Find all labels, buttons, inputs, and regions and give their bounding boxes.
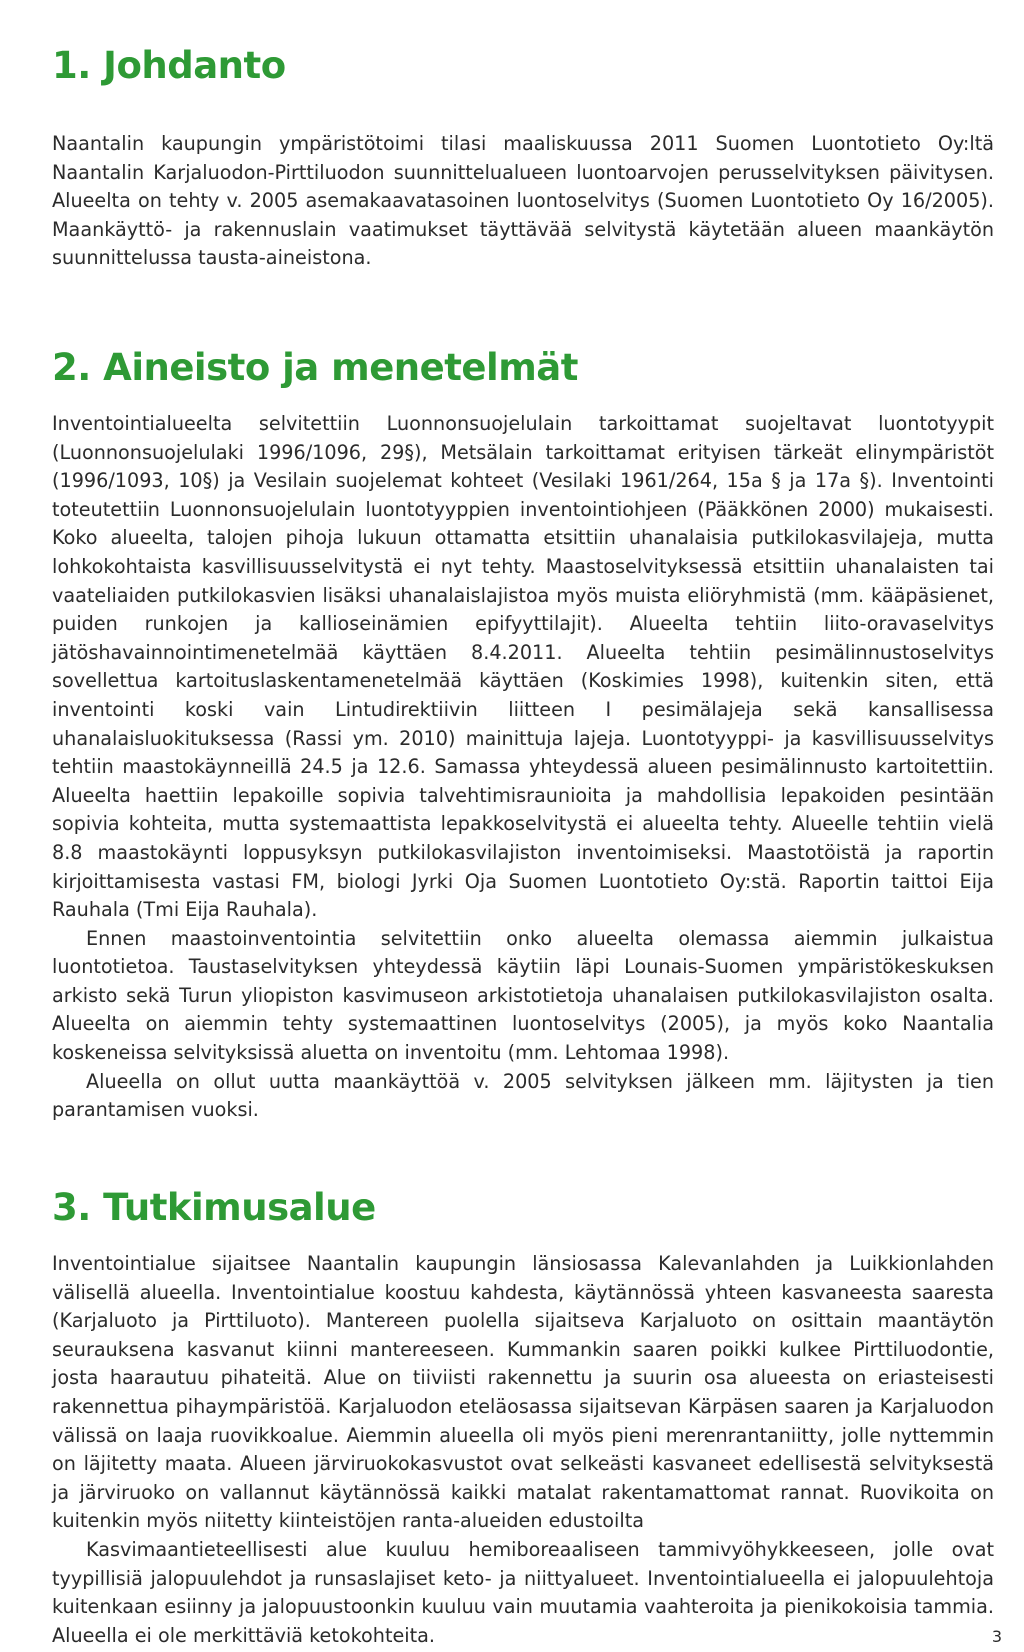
section-aineisto-ja-menetelmat xyxy=(52,346,994,1125)
section-tutkimusalue xyxy=(52,1186,994,1650)
section-heading: 3. Tutkimusalue xyxy=(52,1186,376,1229)
section-johdanto xyxy=(52,44,994,273)
paragraph: Inventointialueelta selvitettiin Luonnonsuojelulain tarkoittamat suojeltavat luontotyypit (Luonnonsuojelulaki 1996/1096, 29§), Metsälain tarkoittamat erityisen tärkeät elinympäristöt (1996/1093, 10§) ja Vesilain suojelemat kohteet (Vesilaki 1961/264, 15a § ja 17a §). Inventointi toteutettiin Luonnonsuojelulain luontotyyppien inventointiohjeen (Pääkkönen 2000) mukaisesti. Koko alueelta, talojen pihoja lukuun ottamatta etsittiin uhanalaisia putkilokasvilajeja, mutta lohkokohtaista kasvillisuusselvitystä ei nyt tehty. Maastoselvityksessä etsittiin uhanalaisten tai vaateliaiden putkilokasvien lisäksi uhanalaislajistoa myös muista eliöryhmistä (mm. kääpäsienet, puiden runkojen ja kallioseinämien epifyyttilajit). Alueelta tehtiin liito-oravaselvitys jätöshavainnointimenetelmää käyttäen 8.4.2011. Alueelta tehtiin pesimälinnustoselvitys sovellettua kartoituslaskentamenetelmää käyttäen (Koskimies 1998), kuitenkin siten, että inventointi koski vain Lintudirektiivin liitteen I pesimälajeja sekä kansallisessa uhanalaisluokituksessa (Rassi ym. 2010) mainittuja lajeja. Luontotyyppi- ja kasvillisuusselvitys tehtiin maastokäynneillä 24.5 ja 12.6. Samassa yhteydessä alueen pesimälinnusto kartoitettiin. Alueelta haettiin lepakoille sopivia talvehtimisraunioita ja mahdollisia lepakoiden pesintään sopivia kohteita, mutta systemaattista lepakkoselvitystä ei alueelta tehty. Alueelle tehtiin vielä 8.8 maastokäynti loppusyksyn putkilokasvilajiston inventoimiseksi. Maastotöistä ja raportin kirjoittamisesta vastasi FM, biologi Jyrki Oja Suomen Luontotieto Oy:stä. Raportin taittoi Eija Rauhala (Tmi Eija Rauhala). xyxy=(52,412,994,922)
page-number: 3 xyxy=(991,1627,1002,1646)
paragraph: Naantalin kaupungin ympäristötoimi tilasi maaliskuussa 2011 Suomen Luontotieto Oy:ltä Naantalin Karjaluodon-Pirttiluodon suunnittelualueen luontoarvojen perusselvityksen päivitysen. Alueelta on tehty v. 2005 asemakaavatasoinen luontoselvitys (Suomen Luontotieto Oy 16/2005). Maankäyttö- ja rakennuslain vaatimukset täyttävää selvitystä käytetään alueen maankäytön suunnittelussa tausta-aineistona. xyxy=(52,132,994,270)
section-heading: 2. Aineisto ja menetelmät xyxy=(52,346,578,389)
section-heading: 1. Johdanto xyxy=(52,44,286,87)
paragraph: Inventointialue sijaitsee Naantalin kaupungin länsiosassa Kalevanlahden ja Luikkionlahden välisellä alueella. Inventointialue koostuu kahdesta, käytännössä yhteen kasvaneesta saaresta (Karjaluoto ja Pirttiluoto). Mantereen puolella sijaitseva Karjaluoto on osittain maantäytön seurauksena kasvanut kiinni mantereeseen. Kummankin saaren poikki kulkee Pirttiluodontie, josta haarautuu pihateitä. Alue on tiiviisti rakennettu ja suurin osa alueesta on eriasteisesti rakennettua pihaympäristöä. Karjaluodon eteläosassa sijaitsevan Kärpäsen saaren ja Karjaluodon välissä on laaja ruovikkoalue. Aiemmin alueella oli myös pieni merenrantaniitty, jolle nyttemmin on läjitetty maata. Alueen järviruokokasvustot ovat selkeästi kasvaneet edellisestä selvityksestä ja järviruoko on vallannut käytännössä kaikki matalat rakentamattomat rannat. Ruovikoita on kuitenkin myös niitetty kiinteistöjen ranta-alueiden edustoilta xyxy=(52,1252,994,1533)
paragraph: Ennen maastoinventointia selvitettiin onko alueelta olemassa aiemmin julkaistua luontotietoa. Taustaselvityksen yhteydessä käytiin läpi Lounais-Suomen ympäristökeskuksen arkisto sekä Turun yliopiston kasvimuseon arkistotietoja uhanalaisen putkilokasvilajiston osalta. Alueelta on aiemmin tehty systemaattinen luontoselvitys (2005), ja myös koko Naantalia koskeneissa selvityksissä aluetta on inventoitu (mm. Lehtomaa 1998). xyxy=(52,926,994,1065)
paragraph: Alueella on ollut uutta maankäyttöä v. 2005 selvityksen jälkeen mm. läjitysten ja tien parantamisen vuoksi. xyxy=(52,1069,994,1122)
paragraph: Kasvimaantieteellisesti alue kuuluu hemiboreaaliseen tammivyöhykkeeseen, jolle ovat tyypillisiä jalopuulehdot ja runsaslajiset keto- ja niittyalueet. Inventointialueella ei jalopuulehtoja kuitenkaan esiinny ja jalopuustoonkin kuuluu vain muutamia vaahteroita ja pienikokoisia tammia. Alueella ei ole merkittäviä ketokohteita. xyxy=(52,1537,994,1647)
